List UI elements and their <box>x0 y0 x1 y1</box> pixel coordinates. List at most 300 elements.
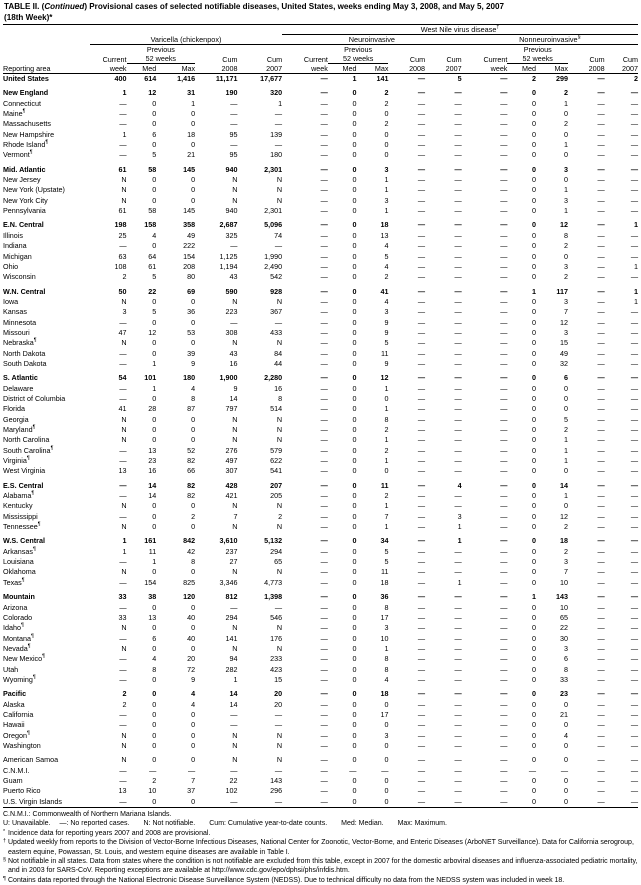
data-cell: 40 <box>187 612 196 622</box>
data-cell: — <box>417 592 426 602</box>
data-cell: 0 <box>532 435 536 445</box>
data-cell: — <box>320 786 328 796</box>
data-cell: 3 <box>384 623 389 633</box>
data-cell: — <box>417 557 426 567</box>
data-cell: — <box>500 480 508 490</box>
data-cell: 0 <box>352 129 357 139</box>
data-cell: — <box>597 567 605 577</box>
data-cell: — <box>230 796 238 806</box>
data-cell: N <box>276 175 283 185</box>
data-cell: — <box>417 414 426 424</box>
data-cell: 14 <box>229 393 238 403</box>
footnote-star-mark: * <box>3 828 6 835</box>
header-group-neuroinvasive <box>282 35 462 45</box>
data-cell: — <box>320 776 328 785</box>
data-cell: 4 <box>384 674 389 684</box>
data-cell: — <box>597 643 605 653</box>
data-cell: — <box>630 272 638 282</box>
data-cell: 139 <box>270 129 283 139</box>
legend-dash: —: No reported cases. <box>59 820 130 828</box>
data-cell: — <box>500 501 508 511</box>
header-year-nonneuro-2007: 2007 <box>605 64 638 74</box>
header-previous-nonneuro: Previous <box>523 45 552 54</box>
data-cell: — <box>500 689 508 699</box>
data-cell: 27 <box>229 557 238 567</box>
data-cell: N <box>232 755 238 765</box>
data-cell: 4 <box>152 654 157 664</box>
data-cell: 0 <box>532 577 536 587</box>
data-cell: 74 <box>274 230 283 240</box>
data-cell: 61 <box>148 261 157 271</box>
data-cell: 0 <box>532 643 536 653</box>
reporting-area-cell: Oklahoma <box>3 567 36 577</box>
data-cell: 0 <box>352 755 357 765</box>
data-cell: 18 <box>560 536 569 546</box>
table-row <box>3 675 638 685</box>
data-cell: — <box>320 720 328 730</box>
data-cell: 0 <box>352 272 357 282</box>
data-cell: — <box>454 175 462 185</box>
data-cell: — <box>417 633 426 643</box>
footnote-section <box>3 857 638 876</box>
data-cell: 0 <box>191 755 196 765</box>
data-cell: 0 <box>152 740 157 750</box>
data-cell: — <box>500 119 508 129</box>
data-cell: 325 <box>225 230 238 240</box>
data-cell: — <box>454 612 462 622</box>
data-cell: 0 <box>532 689 536 699</box>
data-cell: — <box>320 654 328 664</box>
data-cell: — <box>320 480 328 490</box>
data-cell: 1 <box>634 286 638 296</box>
data-cell: 0 <box>352 220 357 230</box>
data-cell: — <box>320 445 328 455</box>
data-cell: 0 <box>191 195 196 205</box>
table-row <box>3 665 638 675</box>
data-cell: 0 <box>564 129 569 139</box>
data-cell: — <box>320 175 328 185</box>
header-row-cols <box>3 64 638 74</box>
reporting-area-cell: Mountain <box>3 592 35 602</box>
data-cell: 0 <box>152 730 157 740</box>
data-cell: 1 <box>457 522 462 532</box>
data-cell: — <box>454 623 462 633</box>
data-cell: — <box>119 98 127 108</box>
data-cell: — <box>630 98 638 108</box>
reporting-area-cell: Arizona <box>3 602 28 612</box>
data-cell: 0 <box>352 383 357 393</box>
data-cell: N <box>276 623 283 633</box>
data-cell: — <box>630 348 638 358</box>
footnote-pilcrow-mark: ¶ <box>3 875 6 882</box>
data-cell: — <box>500 536 508 546</box>
data-cell: 11,171 <box>215 74 238 83</box>
data-cell: — <box>500 623 508 633</box>
data-cell: 400 <box>114 74 127 83</box>
data-cell: — <box>320 577 328 587</box>
data-cell: 233 <box>270 654 283 664</box>
data-cell: 2 <box>384 98 389 108</box>
data-cell: 13 <box>380 230 389 240</box>
reporting-area-cell: Alabama¶ <box>3 490 35 501</box>
data-cell: 11 <box>381 348 389 358</box>
data-cell: 0 <box>152 643 157 653</box>
data-cell: — <box>630 195 638 205</box>
data-cell: — <box>320 491 328 501</box>
data-cell: 18 <box>380 220 389 230</box>
data-cell: — <box>320 206 328 216</box>
data-cell: 0 <box>532 383 536 393</box>
data-cell: — <box>500 612 508 622</box>
data-cell: — <box>597 230 605 240</box>
data-cell: — <box>417 654 426 664</box>
data-cell: — <box>119 150 127 160</box>
data-cell: 6 <box>564 373 569 383</box>
data-cell: 40 <box>187 633 196 643</box>
data-cell: — <box>500 435 508 445</box>
data-cell: — <box>500 150 508 160</box>
header-group-varicella <box>90 35 282 45</box>
reporting-area-cell: Texas¶ <box>3 577 25 587</box>
data-cell: 0 <box>564 755 569 765</box>
footnote-dagger-text: Updated weekly from reports to the Division of Vector-Borne Infectious Diseases, National Center for Zoonotic, Vector-Borne, and Enteric Diseases (ArboNET Surveillance). Data for California serogroup, eastern equine, Powassan, St. Louis, and western equine diseases are available in Table I. <box>8 839 634 856</box>
data-cell: — <box>454 307 462 317</box>
data-cell: 20 <box>274 699 283 709</box>
data-cell: — <box>230 317 238 327</box>
data-cell: 49 <box>560 348 569 358</box>
data-cell: N <box>276 755 283 765</box>
data-cell: 1 <box>384 185 389 195</box>
footnote-marker: ¶ <box>21 622 24 629</box>
data-cell: N <box>276 435 283 445</box>
data-cell: — <box>597 175 605 185</box>
data-cell: — <box>597 674 605 684</box>
data-cell: 0 <box>191 185 196 195</box>
data-cell: — <box>500 185 508 195</box>
data-cell: 14 <box>229 699 238 709</box>
data-cell: — <box>454 241 462 251</box>
reporting-area-cell: Delaware <box>3 383 34 393</box>
data-cell: 0 <box>384 796 389 806</box>
data-cell: N <box>276 185 283 195</box>
table-row <box>3 252 638 262</box>
data-cell: — <box>320 185 328 195</box>
data-cell: 32 <box>560 358 569 368</box>
data-cell: 12 <box>148 327 157 337</box>
header-52weeks-neuro: 52 weeks <box>328 54 389 64</box>
data-cell: — <box>630 164 638 174</box>
data-cell: — <box>417 623 426 633</box>
data-cell: 0 <box>532 755 536 765</box>
header-cum-nonneuro-2007: Cum <box>622 54 638 64</box>
data-cell: — <box>630 501 638 511</box>
data-cell: — <box>417 577 426 587</box>
data-cell: 0 <box>532 664 536 674</box>
data-cell: 0 <box>352 251 357 261</box>
header-group-nonneuroinvasive-label: Nonneuroinvasive <box>519 35 578 44</box>
data-cell: N <box>276 522 283 532</box>
data-cell: 622 <box>270 456 283 466</box>
data-cell: — <box>320 74 328 83</box>
data-cell: 0 <box>352 643 357 653</box>
data-cell: — <box>597 720 605 730</box>
data-cell: — <box>417 383 426 393</box>
data-cell: 0 <box>352 557 357 567</box>
data-cell: — <box>454 373 462 383</box>
data-cell: — <box>630 511 638 521</box>
title-prefix: TABLE II. ( <box>4 2 45 11</box>
table-row <box>3 766 638 776</box>
data-cell: 0 <box>532 164 536 174</box>
header-week-neuro: week <box>282 64 328 74</box>
data-cell: 0 <box>191 175 196 185</box>
footnote-marker: ¶ <box>32 674 36 681</box>
data-cell: 0 <box>532 296 536 306</box>
data-cell: 58 <box>148 206 157 216</box>
header-year-neuro-2008: 2008 <box>388 64 425 74</box>
table-row <box>3 231 638 241</box>
reporting-area-cell: Kansas <box>3 307 27 317</box>
footnote-star-text: Incidence data for reporting years 2007 and 2008 are provisional. <box>8 829 211 837</box>
data-cell: — <box>597 491 605 501</box>
data-cell: — <box>119 348 127 358</box>
data-cell: — <box>230 241 238 251</box>
data-cell: 2 <box>122 689 127 699</box>
data-cell: N <box>121 338 127 348</box>
data-cell: — <box>454 491 462 501</box>
data-cell: — <box>454 119 462 129</box>
table-row <box>3 776 638 786</box>
data-cell: — <box>630 456 638 466</box>
data-cell: — <box>597 623 605 633</box>
data-cell: 0 <box>532 456 536 466</box>
table-row <box>3 644 638 654</box>
data-cell: N <box>121 755 127 765</box>
data-cell: — <box>454 709 462 719</box>
data-cell: — <box>597 633 605 643</box>
data-cell: 0 <box>564 150 569 160</box>
data-cell: — <box>320 501 328 511</box>
reporting-area-cell: New Jersey <box>3 175 41 185</box>
table-row <box>3 425 638 435</box>
data-cell: — <box>454 557 462 567</box>
data-cell: 1 <box>152 358 157 368</box>
data-cell: — <box>500 230 508 240</box>
data-cell: 13 <box>148 445 157 455</box>
data-cell: — <box>597 796 605 806</box>
data-cell: 0 <box>352 150 357 160</box>
table-row <box>3 109 638 119</box>
data-cell: — <box>500 140 508 150</box>
data-cell: — <box>320 241 328 251</box>
table-row <box>3 74 638 85</box>
data-cell: 9 <box>384 327 389 337</box>
data-cell: 0 <box>564 404 569 414</box>
data-cell: — <box>500 491 508 501</box>
data-cell: — <box>500 129 508 139</box>
data-cell: — <box>500 456 508 466</box>
data-cell: 842 <box>183 536 196 546</box>
data-cell: 0 <box>532 699 536 709</box>
data-cell: — <box>597 425 605 434</box>
data-cell: 205 <box>270 491 283 501</box>
data-cell: — <box>500 592 508 602</box>
table-row <box>3 481 638 491</box>
data-cell: — <box>454 435 462 445</box>
reporting-area-cell: W.N. Central <box>3 286 46 296</box>
data-cell: 940 <box>225 164 238 174</box>
data-cell: — <box>417 536 426 546</box>
data-cell: 0 <box>532 358 536 368</box>
data-cell: 0 <box>352 786 357 796</box>
data-cell: 3 <box>564 164 569 174</box>
data-cell: 3,346 <box>219 577 238 587</box>
data-cell: — <box>630 109 638 119</box>
data-cell: — <box>630 567 638 577</box>
data-cell: 9 <box>384 358 389 368</box>
data-cell: — <box>320 602 328 612</box>
data-cell: 49 <box>187 230 196 240</box>
data-cell: — <box>454 720 462 730</box>
notifiable-diseases-table <box>3 25 638 807</box>
reporting-area-cell: Alaska <box>3 699 25 709</box>
table-row <box>3 384 638 394</box>
table-row <box>3 466 638 476</box>
data-cell: 0 <box>352 307 357 317</box>
data-cell: 1 <box>191 98 196 108</box>
data-cell: — <box>417 175 426 185</box>
data-cell: 9 <box>233 383 238 393</box>
data-cell: N <box>232 435 238 445</box>
data-cell: — <box>500 414 508 424</box>
data-cell: — <box>320 98 328 108</box>
data-cell: 94 <box>229 654 238 664</box>
data-cell: — <box>630 612 638 622</box>
data-cell: — <box>417 765 426 775</box>
data-cell: — <box>630 755 638 765</box>
data-cell: 0 <box>352 740 357 750</box>
data-cell: — <box>417 98 426 108</box>
data-cell: 34 <box>380 536 389 546</box>
data-cell: — <box>597 592 605 602</box>
data-cell: — <box>119 709 127 719</box>
data-cell: 0 <box>532 261 536 271</box>
data-cell: — <box>500 327 508 337</box>
data-cell: 7 <box>191 776 196 785</box>
data-cell: — <box>417 709 426 719</box>
data-cell: — <box>630 602 638 612</box>
data-cell: — <box>630 623 638 633</box>
data-cell: 0 <box>532 220 536 230</box>
table-row <box>3 140 638 150</box>
data-cell: 10 <box>560 577 569 587</box>
data-cell: 10 <box>560 602 569 612</box>
data-cell: 0 <box>352 654 357 664</box>
data-cell: — <box>500 272 508 282</box>
data-cell: — <box>320 220 328 230</box>
data-cell: 1 <box>384 501 389 511</box>
data-cell: N <box>232 175 238 185</box>
data-cell: 0 <box>152 623 157 633</box>
data-cell: 117 <box>556 286 569 296</box>
data-cell: 8 <box>384 654 389 664</box>
data-cell: — <box>454 393 462 403</box>
header-current-varicella: Current <box>102 54 127 64</box>
data-cell: 0 <box>352 674 357 684</box>
data-cell: — <box>630 720 638 730</box>
data-cell: 0 <box>352 602 357 612</box>
data-cell: 6 <box>152 633 157 643</box>
data-cell: 1 <box>122 88 127 98</box>
data-cell: 1,416 <box>177 74 196 83</box>
data-cell: 0 <box>384 699 389 709</box>
data-cell: 0 <box>152 195 157 205</box>
table-row <box>3 206 638 216</box>
data-cell: 18 <box>380 689 389 699</box>
data-cell: 7 <box>564 307 569 317</box>
data-cell: N <box>276 643 283 653</box>
data-cell: 14 <box>560 480 569 490</box>
data-cell: — <box>454 466 462 476</box>
data-cell: 0 <box>352 175 357 185</box>
header-group-nonneuroinvasive-sup: § <box>577 34 581 41</box>
data-cell: 8 <box>152 664 157 674</box>
legend-unavailable: U: Unavailable. <box>3 820 51 828</box>
data-cell: — <box>597 612 605 622</box>
reporting-area-cell: Massachusetts <box>3 119 51 129</box>
table-head <box>3 25 638 74</box>
data-cell: — <box>119 776 127 785</box>
data-cell: 0 <box>191 730 196 740</box>
data-cell: — <box>119 602 127 612</box>
data-cell: 3 <box>122 307 127 317</box>
data-cell: 2 <box>564 272 569 282</box>
data-cell: 0 <box>152 699 157 709</box>
footnote-marker: ¶ <box>33 337 37 344</box>
data-cell: 8 <box>191 557 196 567</box>
data-cell: — <box>500 643 508 653</box>
data-cell: 0 <box>384 150 389 160</box>
data-cell: 10 <box>380 633 389 643</box>
table-row <box>3 786 638 796</box>
data-cell: 367 <box>270 307 283 317</box>
data-cell: 0 <box>152 755 157 765</box>
data-cell: 198 <box>114 220 127 230</box>
data-cell: — <box>500 220 508 230</box>
data-cell: — <box>597 338 605 348</box>
data-cell: — <box>417 755 426 765</box>
data-cell: 4 <box>191 689 196 699</box>
data-cell: — <box>454 414 462 424</box>
data-cell: — <box>417 740 426 750</box>
data-cell: — <box>597 109 605 119</box>
data-cell: 33 <box>118 612 127 622</box>
data-cell: 1 <box>564 98 569 108</box>
data-cell: — <box>454 755 462 765</box>
reporting-area-cell: Tennessee¶ <box>3 521 41 532</box>
data-cell: — <box>320 317 328 327</box>
data-cell: — <box>500 348 508 358</box>
title-week: (18th Week)* <box>4 12 53 22</box>
data-cell: — <box>500 74 508 83</box>
data-cell: 61 <box>118 206 127 216</box>
data-cell: — <box>597 654 605 664</box>
data-cell: — <box>417 466 426 476</box>
data-cell: — <box>597 404 605 414</box>
data-cell: 0 <box>532 307 536 317</box>
data-cell: 14 <box>229 689 238 699</box>
data-cell: N <box>276 501 283 511</box>
